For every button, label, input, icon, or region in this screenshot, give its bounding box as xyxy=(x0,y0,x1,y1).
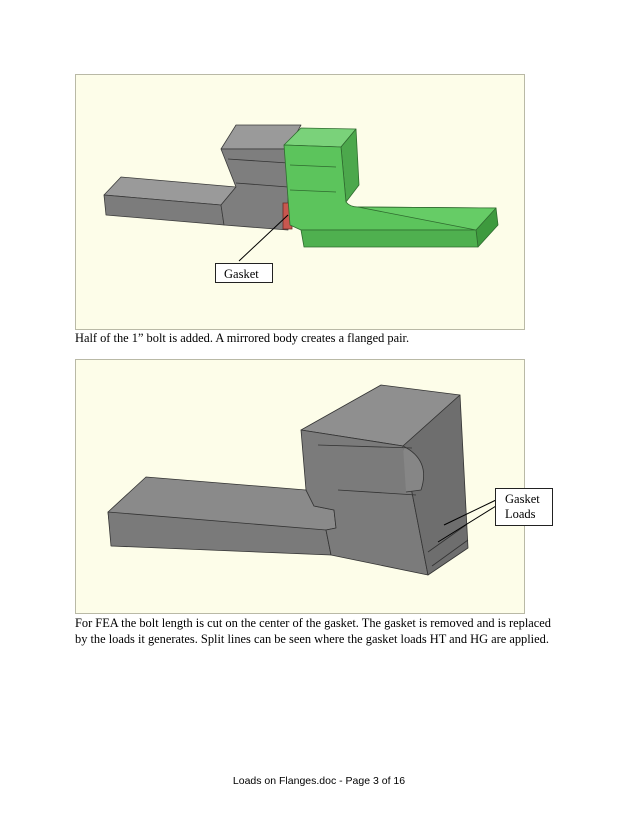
figure-flanged-pair xyxy=(75,74,525,330)
page-footer: Loads on Flanges.doc - Page 3 of 16 xyxy=(232,775,406,787)
green-flange-body xyxy=(284,128,498,247)
gray-flange-body xyxy=(104,125,301,230)
half-flange-model xyxy=(76,360,526,615)
caption-figure-2-line2: by the loads it generates. Split lines can be seen where the gasket loads HT and HG are applied. xyxy=(75,632,549,646)
caption-figure-2 xyxy=(75,615,551,647)
caption-figure-2-line1: For FEA the bolt length is cut on the center of the gasket. The gasket is removed and is replaced xyxy=(75,616,551,630)
gasket-loads-callout-line1: Gasket xyxy=(505,492,540,506)
gasket-callout-label: Gasket xyxy=(224,267,259,281)
gray-half-flange xyxy=(108,385,468,575)
flanged-pair-model xyxy=(76,75,526,331)
caption-figure-1: Half of the 1” bolt is added. A mirrored body creates a flanged pair. xyxy=(75,331,410,345)
gasket-callout xyxy=(215,263,273,283)
figure-gasket-loads xyxy=(75,359,540,614)
gasket-loads-callout-line2: Loads xyxy=(505,507,536,521)
gasket-loads-callout xyxy=(495,488,553,526)
